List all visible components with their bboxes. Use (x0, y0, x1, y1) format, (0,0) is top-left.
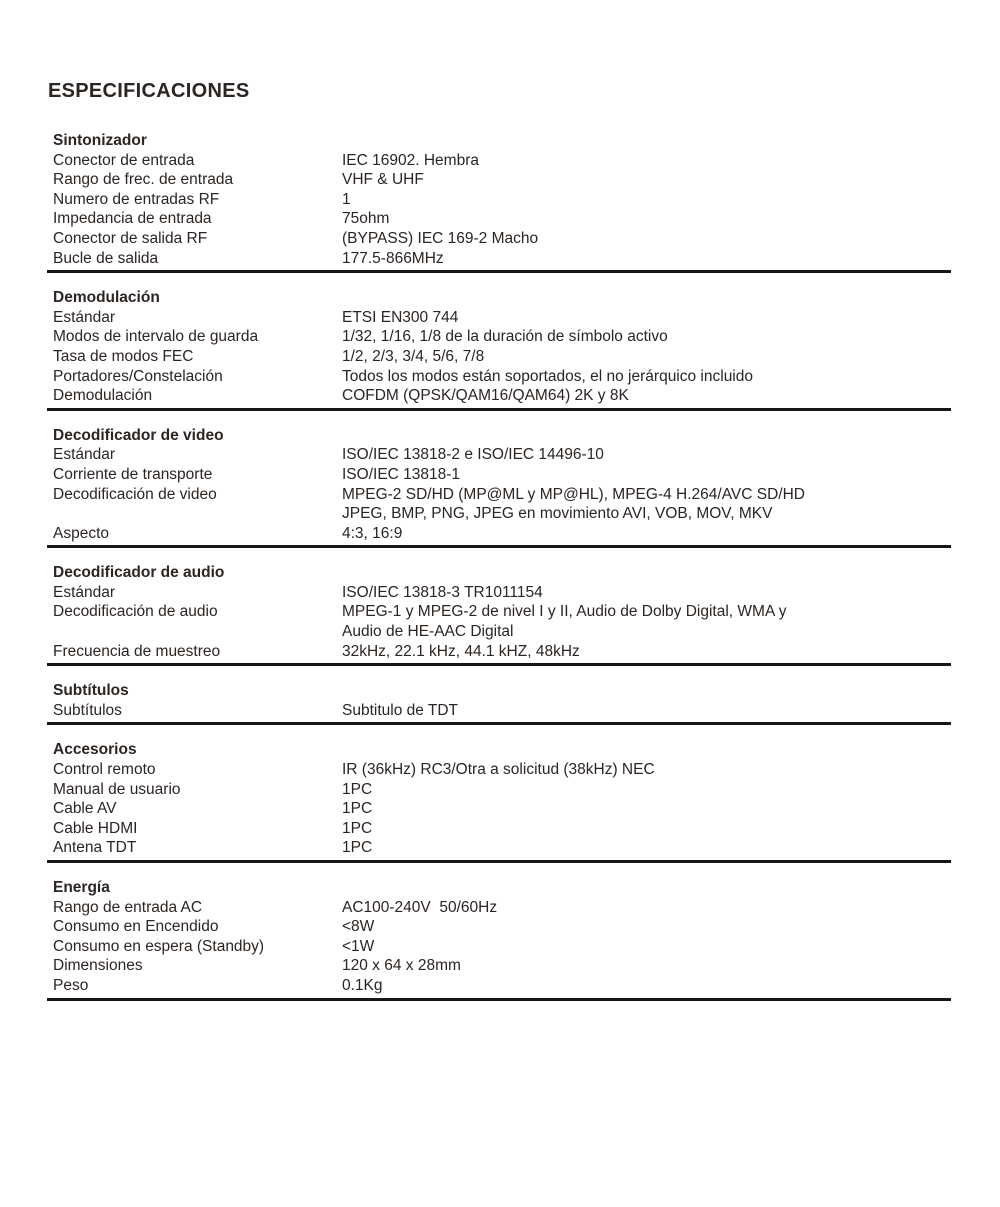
section-heading: Accesorios (53, 741, 137, 759)
section-divider (47, 545, 951, 548)
spec-value: IR (36kHz) RC3/Otra a solicitud (38kHz) NEC (342, 761, 655, 779)
spec-label: Estándar (53, 583, 116, 601)
spec-row (53, 799, 1000, 819)
page-title: ESPECIFICACIONES (48, 80, 250, 102)
section-rows (53, 445, 1000, 543)
spec-value: MPEG-1 y MPEG-2 de nivel I y II, Audio de Dolby Digital, WMA y (342, 603, 787, 621)
spec-label: Rango de entrada AC (53, 898, 203, 916)
spec-value: 1/2, 2/3, 3/4, 5/6, 7/8 (342, 347, 485, 365)
spec-label: Frecuencia de muestreo (53, 642, 221, 660)
spec-label: Conector de entrada (53, 151, 195, 169)
spec-value: Audio de HE-AAC Digital (342, 623, 514, 641)
spec-value: 1PC (342, 819, 373, 837)
spec-row (53, 151, 1000, 171)
spec-value: IEC 16902. Hembra (342, 151, 479, 169)
spec-label: Numero de entradas RF (53, 190, 220, 208)
spec-row (53, 347, 1000, 367)
spec-value: ISO/IEC 13818-1 (342, 465, 461, 483)
spec-row (53, 170, 1000, 190)
spec-value: VHF & UHF (342, 171, 424, 189)
spec-row (53, 642, 1000, 662)
section-divider (47, 270, 951, 273)
spec-label: Estándar (53, 308, 116, 326)
spec-row (53, 622, 1000, 642)
spec-label: Decodificación de video (53, 485, 217, 503)
section-heading: Sintonizador (53, 132, 147, 149)
spec-label: Peso (53, 976, 89, 994)
spec-value: AC100-240V 50/60Hz (342, 898, 498, 916)
spec-section (53, 681, 1000, 725)
spec-row (53, 976, 1000, 996)
spec-label: Demodulación (53, 387, 153, 405)
spec-row (53, 917, 1000, 937)
spec-section (53, 563, 1000, 666)
section-rows (53, 701, 1000, 721)
spec-value: <1W (342, 937, 375, 955)
spec-label: Aspecto (53, 524, 110, 542)
spec-row (53, 602, 1000, 622)
spec-value: ISO/IEC 13818-2 e ISO/IEC 14496-10 (342, 446, 604, 464)
spec-label: Consumo en espera (Standby) (53, 937, 265, 955)
spec-value: 32kHz, 22.1 kHz, 44.1 kHZ, 48kHz (342, 642, 580, 660)
spec-sections (53, 131, 1000, 1001)
section-heading: Demodulación (53, 289, 160, 307)
spec-value: 1PC (342, 839, 373, 857)
spec-value: Todos los modos están soportados, el no jerárquico incluido (342, 367, 753, 385)
spec-row (53, 445, 1000, 465)
spec-value: COFDM (QPSK/QAM16/QAM64) 2K y 8K (342, 387, 629, 405)
spec-label: Modos de intervalo de guarda (53, 328, 259, 346)
spec-label: Subtítulos (53, 701, 122, 719)
spec-label: Bucle de salida (53, 249, 159, 267)
spec-row (53, 504, 1000, 524)
section-rows (53, 760, 1000, 858)
section-heading: Decodificador de video (53, 426, 224, 444)
spec-row (53, 838, 1000, 858)
section-divider (47, 722, 951, 725)
spec-value: 1PC (342, 800, 373, 818)
spec-label: Portadores/Constelación (53, 367, 223, 385)
spec-row (53, 190, 1000, 210)
spec-row (53, 701, 1000, 721)
section-divider (47, 663, 951, 666)
spec-row (53, 308, 1000, 328)
spec-row (53, 524, 1000, 544)
spec-section (53, 288, 1000, 411)
spec-label: Manual de usuario (53, 780, 181, 798)
spec-row (53, 249, 1000, 269)
spec-section (53, 878, 1000, 1001)
section-divider (47, 408, 951, 411)
section-heading: Energía (53, 879, 110, 896)
spec-row (53, 583, 1000, 603)
spec-label: Cable AV (53, 800, 117, 818)
spec-row (53, 898, 1000, 918)
spec-label: Control remoto (53, 761, 156, 779)
spec-value: 1PC (342, 780, 373, 798)
spec-row (53, 485, 1000, 505)
spec-value: 75ohm (342, 210, 390, 228)
spec-label: Impedancia de entrada (53, 210, 212, 228)
section-rows (53, 583, 1000, 661)
section-heading: Decodificador de audio (53, 564, 225, 582)
spec-label: Consumo en Encendido (53, 918, 219, 936)
spec-value: 1 (342, 190, 351, 208)
spec-row (53, 327, 1000, 347)
spec-section (53, 131, 1000, 273)
spec-row (53, 209, 1000, 229)
spec-row (53, 465, 1000, 485)
spec-value: <8W (342, 918, 375, 936)
section-heading: Subtítulos (53, 682, 129, 700)
section-rows (53, 151, 1000, 269)
spec-value: ISO/IEC 13818-3 TR1011154 (342, 583, 543, 601)
spec-row (53, 760, 1000, 780)
spec-value: Subtitulo de TDT (342, 701, 459, 719)
spec-label: Rango de frec. de entrada (53, 171, 234, 189)
spec-value: (BYPASS) IEC 169-2 Macho (342, 229, 539, 247)
spec-label: Dimensiones (53, 957, 143, 975)
spec-label: Cable HDMI (53, 819, 138, 837)
spec-label: Estándar (53, 446, 116, 464)
spec-label: Decodificación de audio (53, 603, 218, 621)
spec-value: 1/32, 1/16, 1/8 de la duración de símbolo activo (342, 328, 668, 346)
spec-label: Tasa de modos FEC (53, 347, 194, 365)
spec-section (53, 426, 1000, 549)
spec-value: 177.5-866MHz (342, 249, 444, 267)
spec-label: Conector de salida RF (53, 229, 208, 247)
spec-value: ETSI EN300 744 (342, 308, 459, 326)
spec-row (53, 937, 1000, 957)
spec-label: Antena TDT (53, 839, 137, 857)
section-divider (47, 860, 951, 863)
section-rows (53, 308, 1000, 406)
spec-row (53, 780, 1000, 800)
section-rows (53, 898, 1000, 996)
spec-value: JPEG, BMP, PNG, JPEG en movimiento AVI, VOB, MOV, MKV (342, 505, 773, 523)
spec-section (53, 740, 1000, 863)
spec-row (53, 819, 1000, 839)
spec-row (53, 386, 1000, 406)
spec-value: 4:3, 16:9 (342, 524, 403, 542)
spec-row (53, 367, 1000, 387)
spec-value: 120 x 64 x 28mm (342, 957, 461, 975)
section-divider (47, 998, 951, 1001)
spec-row (53, 229, 1000, 249)
spec-label: Corriente de transporte (53, 465, 213, 483)
spec-value: MPEG-2 SD/HD (MP@ML y MP@HL), MPEG-4 H.264/AVC SD/HD (342, 485, 805, 503)
spec-row (53, 956, 1000, 976)
spec-value: 0.1Kg (342, 976, 383, 994)
